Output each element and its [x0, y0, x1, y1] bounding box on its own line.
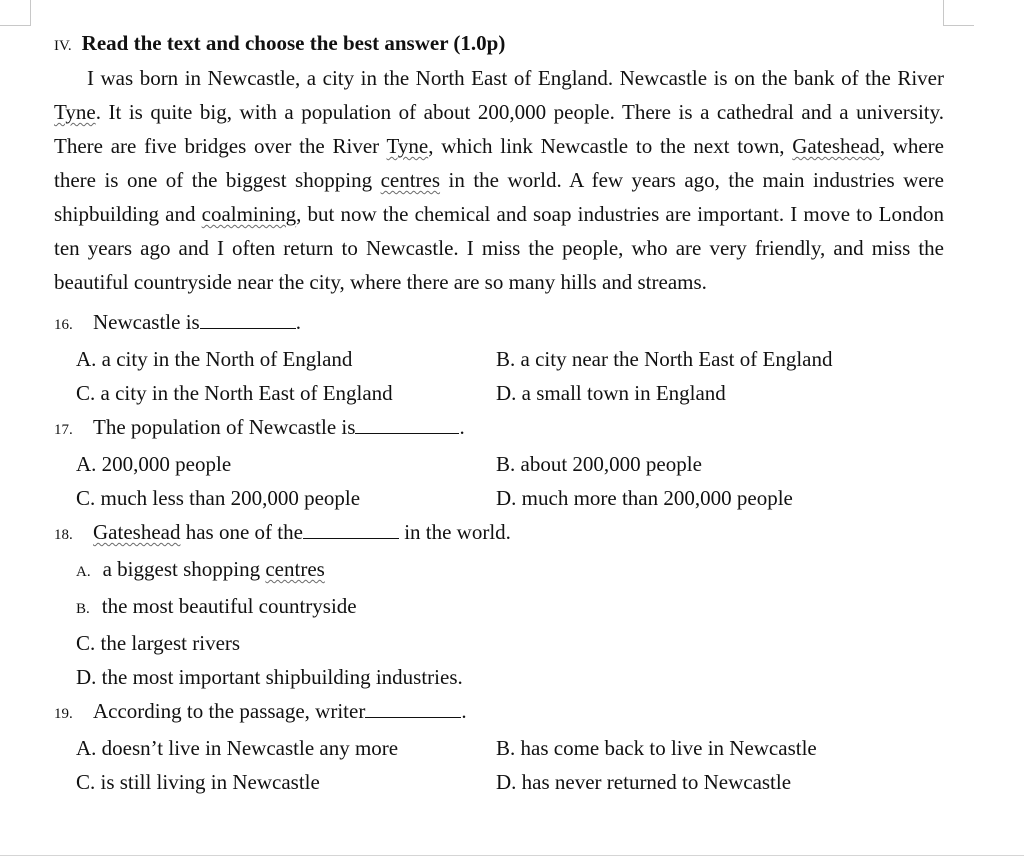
question-number: 19.	[54, 706, 73, 722]
spellcheck-word: Gateshead	[792, 134, 880, 158]
option-text: a biggest shopping	[102, 557, 266, 581]
question-18	[54, 515, 944, 694]
option-text: the most beautiful countryside	[101, 594, 357, 618]
question-text-end: .	[461, 699, 467, 723]
question-list	[54, 305, 944, 799]
option-letter: B.	[76, 601, 90, 617]
page-bottom-border	[0, 855, 1024, 856]
spellcheck-word: coalmining	[201, 202, 297, 226]
option-d: D. the most important shipbuilding industries.	[76, 665, 463, 689]
section-number: IV.	[54, 38, 72, 54]
question-text-end: .	[295, 310, 301, 334]
option-b: B. has come back to live in Newcastle	[496, 736, 817, 760]
option-a: A. doesn’t live in Newcastle any more	[76, 736, 399, 760]
answer-blank	[303, 518, 399, 539]
question-stem	[54, 694, 944, 731]
passage-text: in the world. A few years ago, the main industries were shipbuilding and	[54, 168, 944, 226]
option-c: C. a city in the North East of England	[76, 381, 393, 405]
options-grid	[54, 731, 944, 799]
question-number: 16.	[54, 317, 73, 333]
option-d: D. much more than 200,000 people	[496, 486, 793, 510]
question-19	[54, 694, 944, 799]
option-c: C. the largest rivers	[76, 631, 241, 655]
answer-blank	[365, 697, 461, 718]
passage-text: I was born in Newcastle, a city in the North East of England. Newcastle is on the bank of the River	[87, 66, 944, 90]
answer-blank	[200, 308, 296, 329]
reading-passage	[54, 61, 944, 299]
question-text-end: in the world.	[398, 520, 511, 544]
answer-blank	[355, 413, 459, 434]
option-d: D. a small town in England	[496, 381, 726, 405]
option-b: B. about 200,000 people	[496, 452, 702, 476]
option-c: C. is still living in Newcastle	[76, 770, 320, 794]
spellcheck-word: Gateshead	[93, 520, 181, 544]
question-number: 17.	[54, 422, 73, 438]
question-17	[54, 410, 944, 515]
passage-text: , but now the chemical and soap industries are important. I move to London ten years ago and I often return to Newcastle. I miss the people, who are very friendly, and miss the beautiful countryside near the city, where there are so many hills and streams.	[54, 202, 944, 294]
page-corner-mark-right	[943, 0, 974, 26]
section-title: Read the text and choose the best answer (1.0p)	[81, 31, 506, 55]
option-a: A. 200,000 people	[76, 452, 232, 476]
option-b	[76, 589, 936, 626]
spellcheck-word: centres	[265, 557, 325, 581]
option-d: D. has never returned to Newcastle	[496, 770, 792, 794]
spellcheck-word: Tyne	[54, 100, 96, 124]
section-heading	[54, 28, 944, 61]
options-grid	[54, 447, 944, 515]
spellcheck-word: centres	[380, 168, 441, 192]
document-page	[54, 28, 944, 799]
question-number: 18.	[54, 527, 73, 543]
options-grid	[54, 342, 944, 410]
question-text-end: .	[459, 415, 465, 439]
passage-text: , which link Newcastle to the next town,	[428, 134, 793, 158]
passage-text: . It is quite big, with a population of about 200,000 people. There is a cathedral and a university. There are five bridges over the River	[54, 100, 944, 158]
question-text: has one of the	[180, 520, 303, 544]
options-list	[54, 552, 944, 694]
question-text: Newcastle is	[93, 310, 200, 334]
question-stem	[54, 515, 944, 552]
question-stem	[54, 410, 944, 447]
question-text: According to the passage, writer	[93, 699, 366, 723]
option-a: A. a city in the North of England	[76, 347, 353, 371]
page-corner-mark-left	[0, 0, 31, 26]
passage-text: , where there is one of the biggest shopping	[54, 134, 944, 192]
question-text: The population of Newcastle is	[93, 415, 356, 439]
option-a	[76, 552, 936, 589]
option-letter: A.	[76, 564, 91, 580]
question-16	[54, 305, 944, 410]
spellcheck-word: Tyne	[386, 134, 429, 158]
question-stem	[54, 305, 944, 342]
option-c: C. much less than 200,000 people	[76, 486, 361, 510]
option-b: B. a city near the North East of England	[496, 347, 833, 371]
